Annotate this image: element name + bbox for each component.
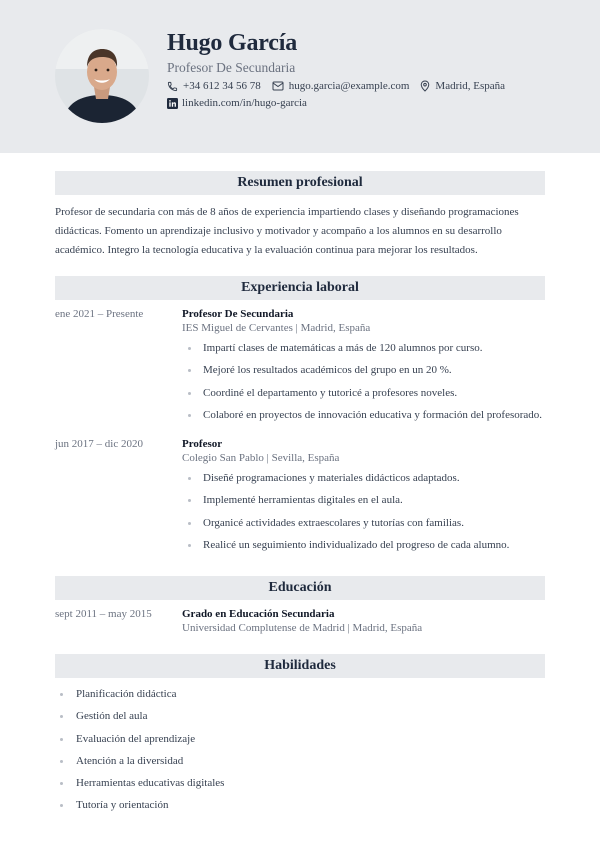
contact-location — [420, 80, 505, 92]
section-heading-skills: Habilidades — [55, 654, 545, 678]
section-heading-education: Educación — [55, 576, 545, 600]
mail-icon — [272, 81, 284, 91]
list-item: Atención a la diversidad — [55, 750, 355, 772]
phone-icon — [167, 81, 178, 92]
candidate-title: Profesor De Secundaria — [167, 60, 296, 75]
job-role: Profesor — [182, 438, 223, 450]
section-heading-summary: Resumen profesional — [55, 171, 545, 195]
list-item: Evaluación del aprendizaje — [55, 728, 355, 750]
list-item: Mejoré los resultados académicos del grupo en un 20 %. — [182, 359, 547, 381]
email-text: hugo.garcia@example.com — [288, 80, 410, 92]
phone-text: +34 612 34 56 78 — [183, 80, 261, 92]
list-item: Coordiné el departamento y tutoricé a profesores noveles. — [182, 382, 547, 404]
header — [0, 0, 600, 153]
job-organization: Colegio San Pablo | Sevilla, España — [182, 452, 340, 464]
list-item: Herramientas educativas digitales — [55, 772, 355, 794]
job-role: Profesor De Secundaria — [182, 308, 294, 320]
linkedin-icon — [167, 98, 178, 109]
avatar — [55, 29, 149, 123]
education-date: sept 2011 – may 2015 — [55, 608, 152, 620]
contact-phone[interactable] — [167, 80, 261, 92]
job-bullets — [182, 467, 547, 556]
list-item: Realicé un seguimiento individualizado del progreso de cada alumno. — [182, 534, 547, 556]
list-item: Tutoría y orientación — [55, 794, 355, 816]
location-text: Madrid, España — [435, 80, 506, 92]
job-date: ene 2021 – Presente — [55, 308, 144, 320]
education-degree: Grado en Educación Secundaria — [182, 608, 335, 620]
list-item: Planificación didáctica — [55, 683, 355, 705]
contact-linkedin[interactable] — [167, 97, 307, 109]
contact-email[interactable] — [272, 80, 410, 92]
section-heading-experience: Experiencia laboral — [55, 276, 545, 300]
job-date: jun 2017 – dic 2020 — [55, 438, 143, 450]
education-institution: Universidad Complutense de Madrid | Madrid, España — [182, 622, 423, 634]
candidate-name: Hugo García — [167, 30, 298, 56]
summary-text: Profesor de secundaria con más de 8 años de experiencia impartiendo clases y diseñando programaciones didácticas. Fomento un aprendizaje inclusivo y motivador y acompaño a los alumnos en su desarrollo académico. Integro la tecnología educativa y la evaluación continua para mejorar los resultados. — [55, 206, 519, 256]
list-item: Gestión del aula — [55, 705, 355, 727]
list-item: Colaboré en proyectos de innovación educativa y formación del profesorado. — [182, 404, 547, 426]
contact-row — [167, 80, 516, 92]
location-pin-icon — [420, 80, 430, 92]
job-bullets — [182, 337, 547, 426]
list-item: Diseñé programaciones y materiales didácticos adaptados. — [182, 467, 547, 489]
list-item: Implementé herramientas digitales en el aula. — [182, 489, 547, 511]
job-organization: IES Miguel de Cervantes | Madrid, España — [182, 322, 371, 334]
list-item: Organicé actividades extraescolares y tutorías con familias. — [182, 512, 547, 534]
skills-list — [55, 683, 355, 817]
linkedin-text: linkedin.com/in/hugo-garcia — [182, 97, 307, 109]
profile-photo — [55, 29, 149, 123]
list-item: Impartí clases de matemáticas a más de 120 alumnos por curso. — [182, 337, 547, 359]
